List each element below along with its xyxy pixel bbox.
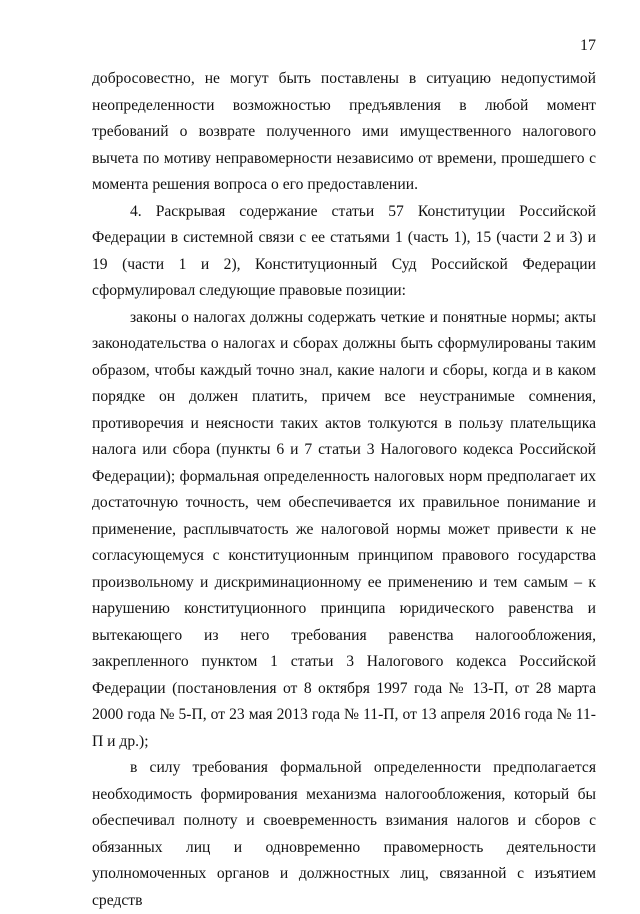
- paragraph-formal-certainty: в силу требования формальной определенности предполагается необходимость формирования механизма налогообложения, который бы обеспечивал полноту и своевременность взимания налогов и сборов с обязанных лиц и одновременно правомерность деятельности уполномоченных органов и должностных лиц, связанной с изъятием средств: [92, 759, 596, 909]
- document-body: [92, 66, 596, 914]
- page-number: 17: [580, 37, 596, 54]
- paragraph-continuation: добросовестно, не могут быть поставлены в ситуацию недопустимой неопределенности возможностью предъявления в любой момент требований о возврате полученного ими имущественного налогового вычета по мотиву неправомерности независимо от времени, прошедшего с момента решения вопроса о его предоставлении.: [92, 70, 596, 193]
- paragraph-tax-laws-clarity: законы о налогах должны содержать четкие и понятные нормы; акты законодательства о налогах и сборах должны быть сформулированы таким образом, чтобы каждый точно знал, какие налоги и сборы, когда и в каком порядке он должен платить, причем все неустранимые сомнения, противоречия и неясности таких актов толкуются в пользу плательщика налога или сбора (пункты 6 и 7 статьи 3 Налогового кодекса Российской Федерации); формальная определенность налоговых норм предполагает их достаточную точность, чем обеспечивается их правильное понимание и применение, расплывчатость же налоговой нормы может привести к не согласующемуся с конституционным принципом правового государства произвольному и дискриминационному ее применению и тем самым – к нарушению конституционного принципа юридического равенства и вытекающего из него требования равенства налогообложения, закрепленного пунктом 1 статьи 3 Налогового кодекса Российской Федерации (постановления от 8 октября 1997 года № 13-П, от 28 марта 2000 года № 5-П, от 23 мая 2013 года № 11-П, от 13 апреля 2016 года № 11-П и др.);: [92, 308, 596, 750]
- paragraph-point-4: 4. Раскрывая содержание статьи 57 Конституции Российской Федерации в системной связи с ее статьями 1 (часть 1), 15 (части 2 и 3) и 19 (части 1 и 2), Конституционный Суд Российской Федерации сформулировал следующие правовые позиции:: [92, 202, 596, 299]
